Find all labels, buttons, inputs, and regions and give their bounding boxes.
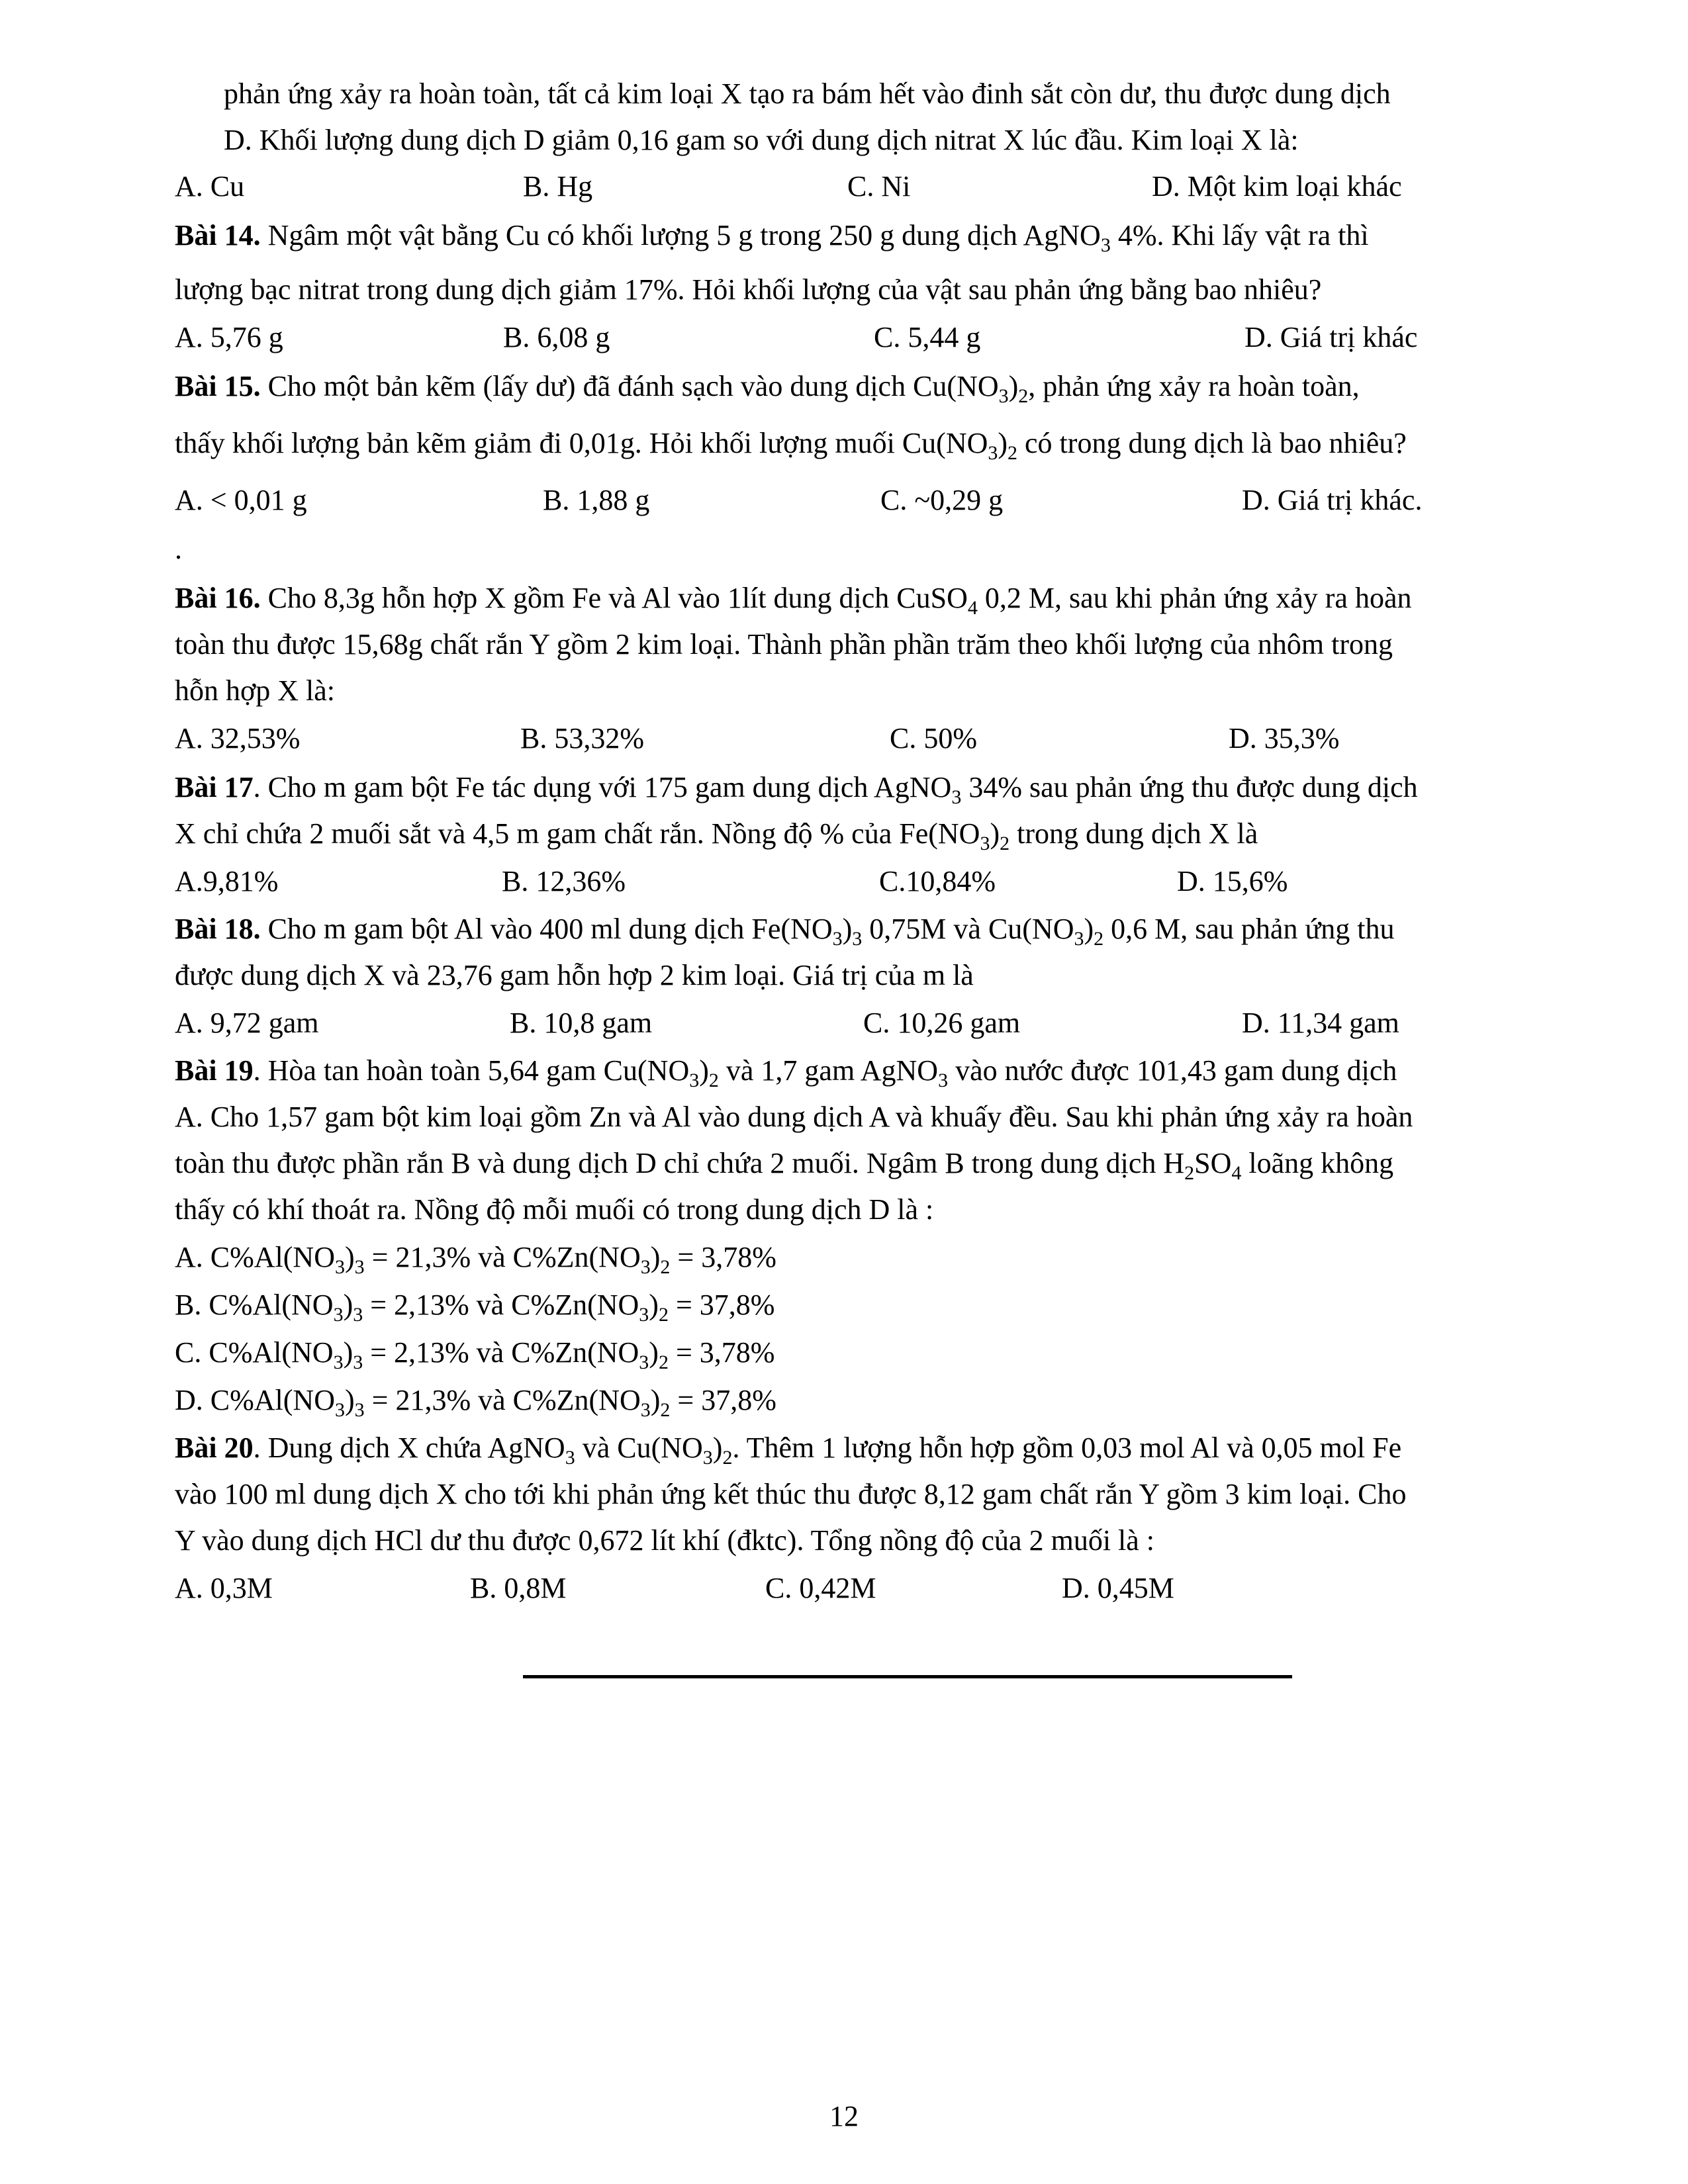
bai14-option-d: D. Giá trị khác — [1244, 321, 1418, 353]
bai17-option-d: D. 15,6% — [1177, 865, 1288, 897]
intro-option-d: D. Một kim loại khác — [1152, 170, 1402, 203]
bai19-line-3: toàn thu được phần rắn B và dung dịch D chỉ chứa 2 muối. Ngâm B trong dung dịch $H_2SO_4$ loãng không — [175, 1147, 1394, 1184]
bai17-option-a: A.9,81% — [175, 865, 279, 897]
bai20-line-3: Y vào dung dịch HCl dư thu được 0,672 lít khí (đktc). Tổng nồng độ của 2 muối là : — [175, 1524, 1155, 1557]
bai20-option-d: D. 0,45M — [1062, 1572, 1174, 1604]
bai15-line-2: thấy khối lượng bản kẽm giảm đi 0,01g. Hỏi khối lượng muối $Cu(NO_3)_2$ có trong dung dịch là bao nhiêu? — [175, 427, 1407, 464]
bai19-title: Bài 19 — [175, 1054, 254, 1087]
bai19-line-2: A. Cho 1,57 gam bột kim loại gồm Zn và Al vào dung dịch A và khuấy đều. Sau khi phản ứng xảy ra hoàn — [175, 1101, 1413, 1133]
bai18-line-2: được dung dịch X và 23,76 gam hỗn hợp 2 kim loại. Giá trị của m là — [175, 959, 974, 991]
bai14-line-2: lượng bạc nitrat trong dung dịch giảm 17%. Hỏi khối lượng của vật sau phản ứng bằng bao nhiêu? — [175, 273, 1322, 306]
bai14-option-b: B. 6,08 g — [503, 321, 610, 353]
bai14-option-c: C. 5,44 g — [874, 321, 981, 353]
bai15-title: Bài 15. — [175, 370, 261, 402]
bai18-line-1: Bài 18. Cho m gam bột Al vào 400 ml dung dịch $Fe(NO_3)_3$ 0,75M và $Cu(NO_3)_2$ 0,6 M, sau phản ứng thu — [175, 913, 1395, 950]
section-divider — [523, 1675, 1292, 1678]
bai20-option-a: A. 0,3M — [175, 1572, 273, 1604]
bai19-option-c: C. $C\%Al(NO_3)_3 = 2,13\%$ và $C\%Zn(NO_3)_2 = 3,78\%$ — [175, 1336, 775, 1373]
bai14-option-a: A. 5,76 g — [175, 321, 283, 353]
bai19-option-d: D. $C\%Al(NO_3)_3 = 21,3\%$ và $C\%Zn(NO_3)_2 = 37,8\%$ — [175, 1384, 776, 1421]
bai15-option-a: A. < 0,01 g — [175, 484, 307, 516]
bai16-option-c: C. 50% — [890, 722, 977, 754]
bai17-option-b: B. 12,36% — [502, 865, 626, 897]
bai20-title: Bài 20 — [175, 1432, 254, 1464]
bai18-title: Bài 18. — [175, 913, 261, 945]
bai16-option-a: A. 32,53% — [175, 722, 301, 754]
bai16-line-1: Bài 16. Cho 8,3g hỗn hợp X gồm Fe và Al vào 1lít dung dịch CuSO$_4$ 0,2 M, sau khi phản ứng xảy ra hoàn — [175, 582, 1412, 619]
bai17-line-1: Bài 17. Cho m gam bột Fe tác dụng với 175 gam dung dịch AgNO$_3$ 34% sau phản ứng thu được dung dịch — [175, 771, 1418, 808]
bai18-option-d: D. 11,34 gam — [1242, 1007, 1399, 1039]
bai19-line-4: thấy có khí thoát ra. Nồng độ mỗi muối có trong dung dịch D là : — [175, 1193, 934, 1226]
bai20-option-c: C. 0,42M — [765, 1572, 876, 1604]
bai19-option-a: A. $C\%Al(NO_3)_3 = 21,3\%$ và $C\%Zn(NO_3)_2 = 3,78\%$ — [175, 1241, 776, 1278]
bai15-option-c: C. ~0,29 g — [880, 484, 1004, 516]
intro-option-a: A. Cu — [175, 170, 245, 203]
bai17-title: Bài 17 — [175, 771, 254, 803]
bai16-option-b: B. 53,32% — [520, 722, 644, 754]
bai20-line-1: Bài 20. Dung dịch X chứa AgNO$_3$ và $Cu(NO_3)_2$. Thêm 1 lượng hỗn hợp gồm 0,03 mol Al và 0,05 mol Fe — [175, 1432, 1402, 1469]
intro-line-2: D. Khối lượng dung dịch D giảm 0,16 gam so với dung dịch nitrat X lúc đầu. Kim loại X là: — [224, 124, 1299, 156]
bai15-option-d: D. Giá trị khác. — [1242, 484, 1423, 516]
bai16-line-3: hỗn hợp X là: — [175, 674, 336, 707]
bai20-option-b: B. 0,8M — [470, 1572, 567, 1604]
page-number: 12 — [829, 2100, 859, 2132]
intro-option-b: B. Hg — [523, 170, 593, 203]
bai18-option-b: B. 10,8 gam — [510, 1007, 653, 1039]
intro-line-1: phản ứng xảy ra hoàn toàn, tất cả kim loại X tạo ra bám hết vào đinh sắt còn dư, thu được dung dịch — [224, 77, 1391, 110]
bai19-option-b: B. $C\%Al(NO_3)_3 = 2,13\%$ và $C\%Zn(NO_3)_2 = 37,8\%$ — [175, 1289, 775, 1326]
bai16-title: Bài 16. — [175, 582, 261, 614]
bai14-line-1: Bài 14. Ngâm một vật bằng Cu có khối lượng 5 g trong 250 g dung dịch AgNO$_3$ 4%. Khi lấy vật ra thì — [175, 219, 1369, 256]
bai17-option-c: C.10,84% — [879, 865, 996, 897]
intro-option-c: C. Ni — [847, 170, 911, 203]
bai16-option-d: D. 35,3% — [1229, 722, 1340, 754]
bai15-option-b: B. 1,88 g — [543, 484, 650, 516]
bai16-line-2: toàn thu được 15,68g chất rắn Y gồm 2 kim loại. Thành phần phần trăm theo khối lượng của nhôm trong — [175, 628, 1393, 660]
bai14-title: Bài 14. — [175, 219, 261, 251]
bai15-line-1: Bài 15. Cho một bản kẽm (lấy dư) đã đánh sạch vào dung dịch $Cu(NO_3)_2$, phản ứng xảy ra hoàn toàn, — [175, 370, 1360, 407]
stray-dot: . — [175, 533, 182, 565]
bai17-line-2: X chỉ chứa 2 muối sắt và 4,5 m gam chất rắn. Nồng độ % của $Fe(NO_3)_2$ trong dung dịch X là — [175, 817, 1258, 854]
bai18-option-a: A. 9,72 gam — [175, 1007, 319, 1039]
bai19-line-1: Bài 19. Hòa tan hoàn toàn 5,64 gam $Cu(NO_3)_2$ và 1,7 gam AgNO$_3$ vào nước được 101,43 gam dung dịch — [175, 1054, 1397, 1091]
bai18-option-c: C. 10,26 gam — [863, 1007, 1021, 1039]
bai20-line-2: vào 100 ml dung dịch X cho tới khi phản ứng kết thúc thu được 8,12 gam chất rắn Y gồm 3 kim loại. Cho — [175, 1478, 1407, 1510]
